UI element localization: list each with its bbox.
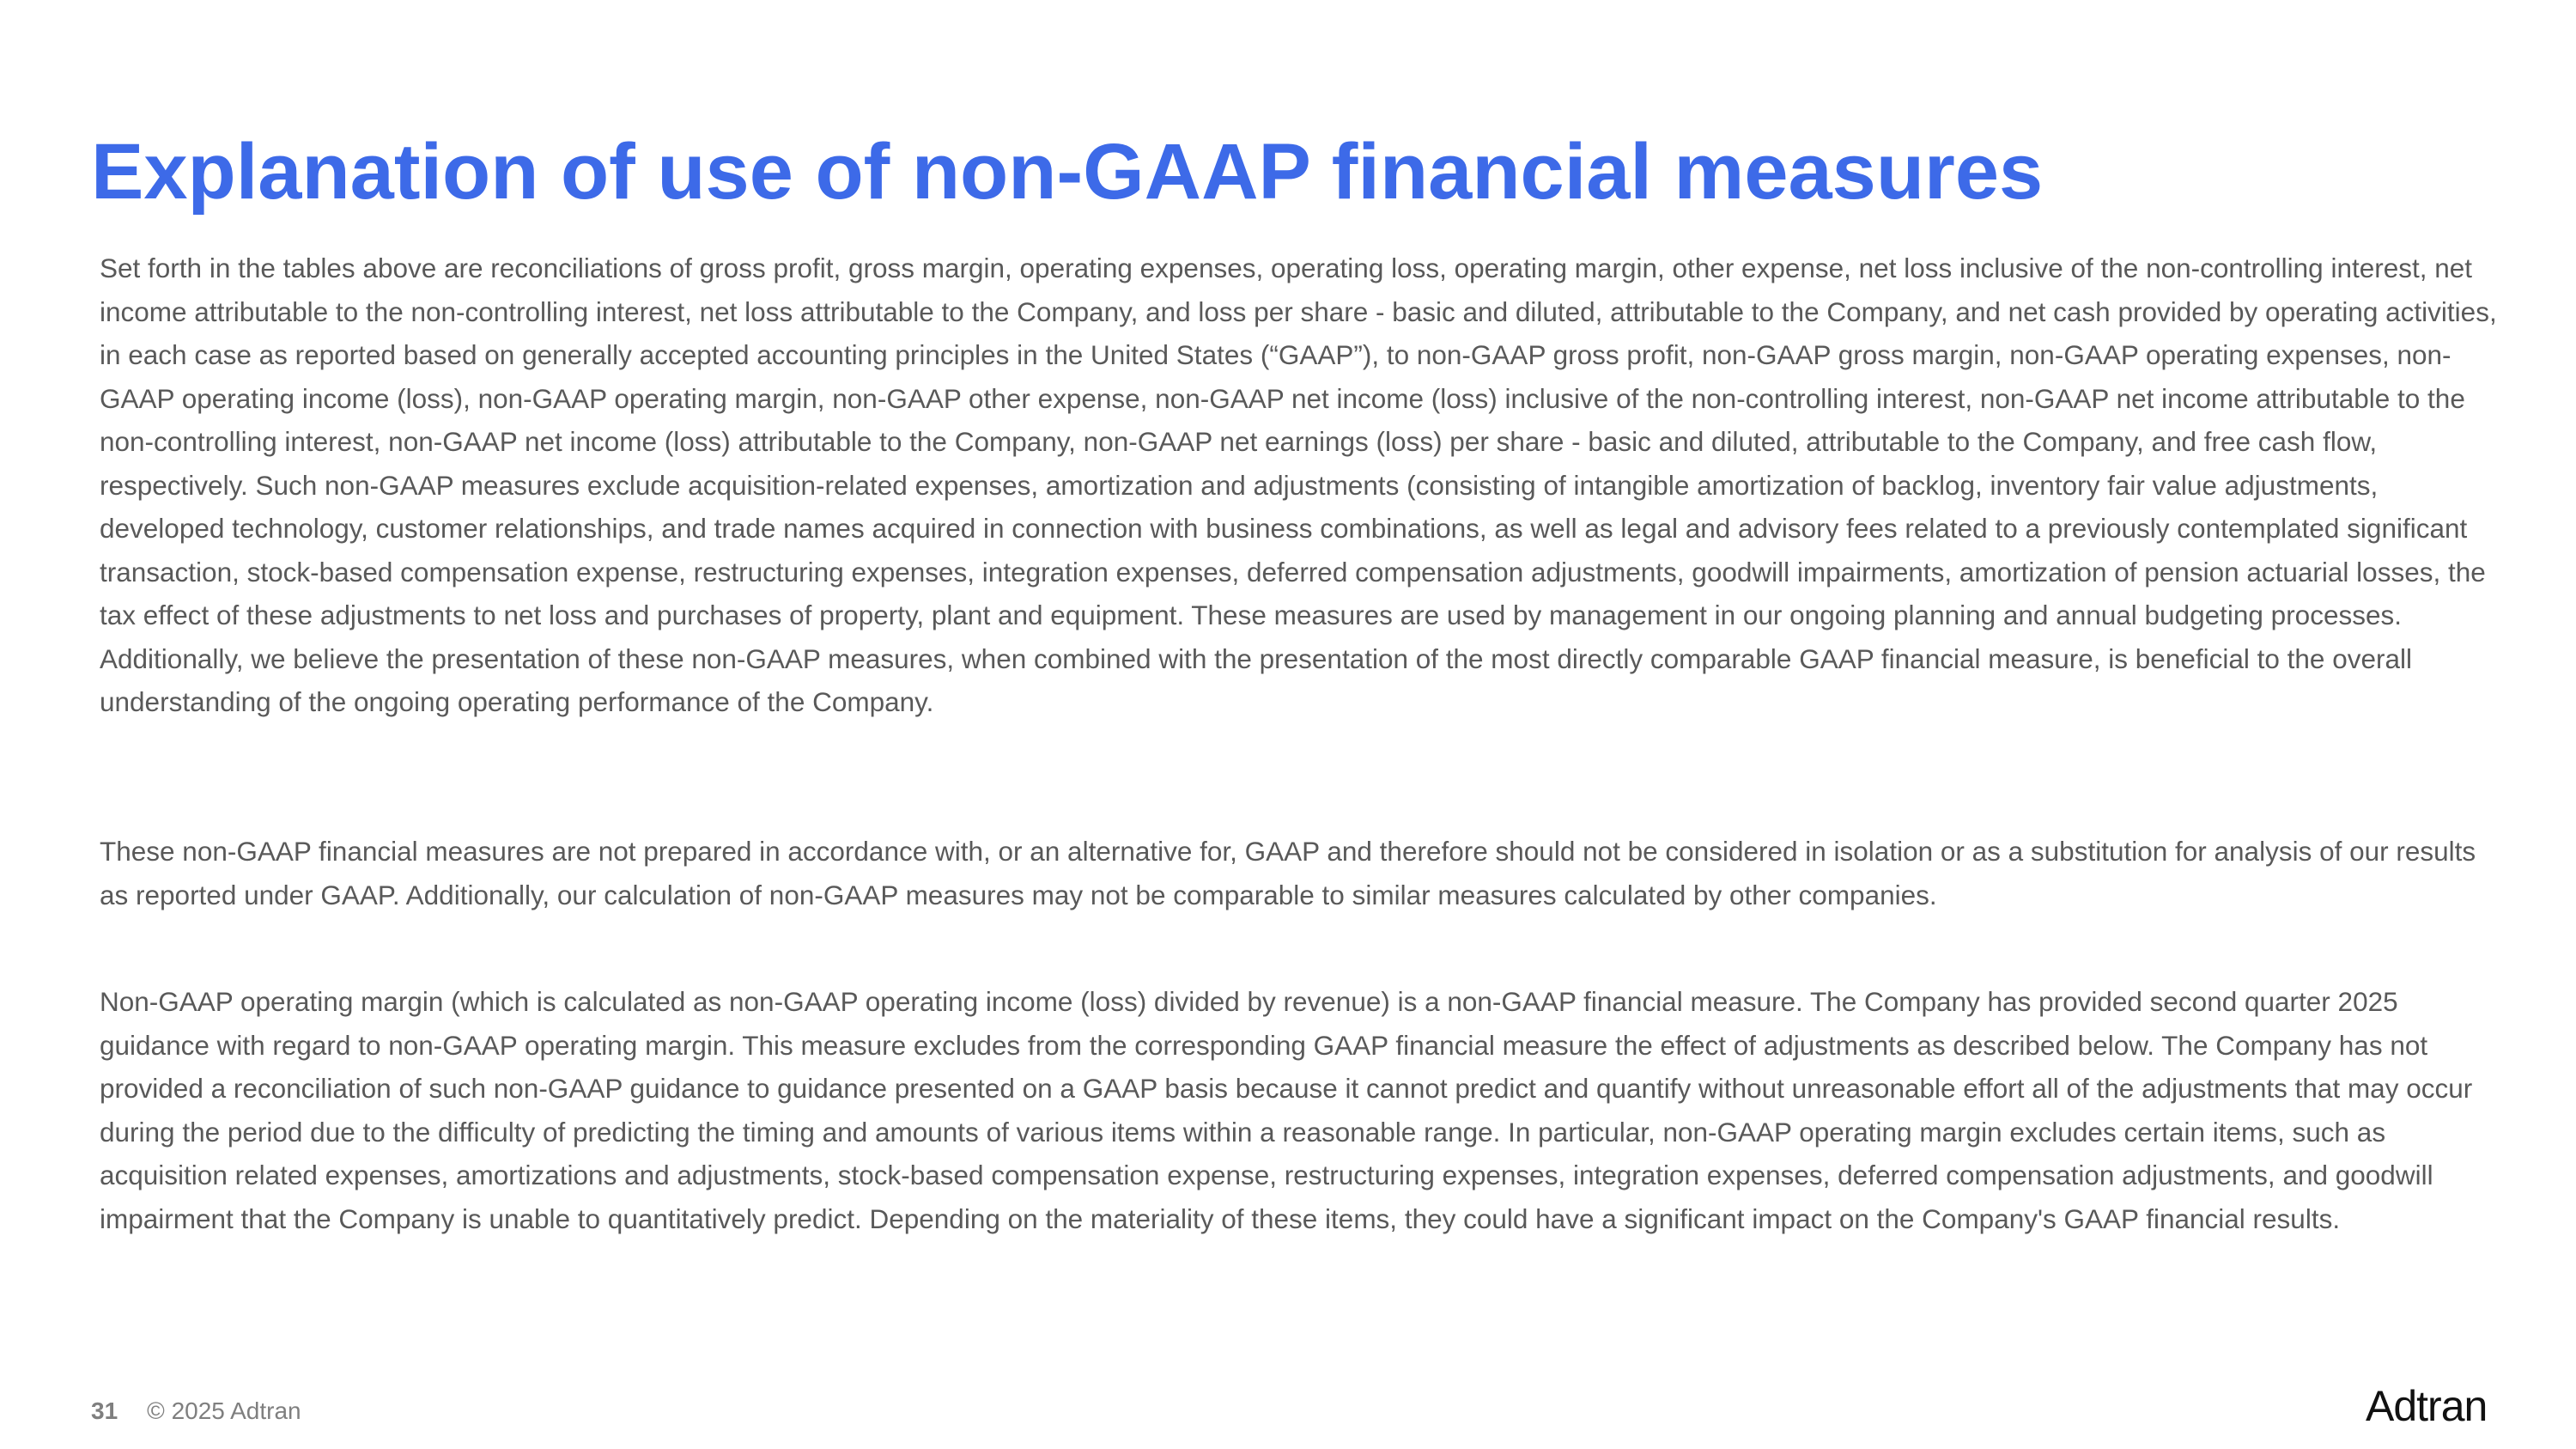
- adtran-logo: Adtran: [2366, 1382, 2488, 1430]
- paragraph-guidance: Non-GAAP operating margin (which is calculated as non-GAAP operating income (loss) divided by revenue) is a non-GAAP financial measure. The Company has provided second quarter 2025 guidance with regard to non-GAAP operating margin. This measure excludes from the corresponding GAAP financial measure the effect of adjustments as described below. The Company has not provided a reconciliation of such non-GAAP guidance to guidance presented on a GAAP basis because it cannot predict and quantify without unreasonable effort all of the adjustments that may occur during the period due to the difficulty of predicting the timing and amounts of various items within a reasonable range. In particular, non-GAAP operating margin excludes certain items, such as acquisition related expenses, amortizations and adjustments, stock-based compensation expense, restructuring expenses, integration expenses, deferred compensation adjustments, and goodwill impairment that the Company is unable to quantitatively predict. Depending on the materiality of these items, they could have a significant impact on the Company's GAAP financial results.: [100, 986, 2473, 1234]
- footer: [91, 1397, 301, 1425]
- slide-title: Explanation of use of non-GAAP financial measures: [91, 128, 2044, 216]
- paragraph-reconciliations: Set forth in the tables above are reconciliations of gross profit, gross margin, operating expenses, operating loss, operating margin, other expense, net loss inclusive of the non-controlling interest, net income attributable to the non-controlling interest, net loss attributable to the Company, and loss per share - basic and diluted, attributable to the Company, and net cash provided by operating activities, in each case as reported based on generally accepted accounting principles in the United States (“GAAP”), to non-GAAP gross profit, non-GAAP gross margin, non-GAAP operating expenses, non-GAAP operating income (loss), non-GAAP operating margin, non-GAAP other expense, non-GAAP net income (loss) inclusive of the non-controlling interest, non-GAAP net income attributable to the non-controlling interest, non-GAAP net income (loss) attributable to the Company, non-GAAP net earnings (loss) per share - basic and diluted, attributable to the Company, and free cash flow, respectively. Such non-GAAP measures exclude acquisition-related expenses, amortization and adjustments (consisting of intangible amortization of backlog, inventory fair value adjustments, developed technology, customer relationships, and trade names acquired in connection with business combinations, as well as legal and advisory fees related to a previously contemplated significant transaction, stock-based compensation expense, restructuring expenses, integration expenses, deferred compensation adjustments, goodwill impairments, amortization of pension actuarial losses, the tax effect of these adjustments to net loss and purchases of property, plant and equipment. These measures are used by management in our ongoing planning and annual budgeting processes. Additionally, we believe the presentation of these non-GAAP measures, when combined with the presentation of the most directly comparable GAAP financial measure, is beneficial to the overall understanding of the ongoing operating performance of the Company.: [100, 253, 2497, 717]
- copyright-text: © 2025 Adtran: [147, 1397, 301, 1424]
- page-number: 31: [91, 1397, 118, 1424]
- paragraph-disclaimer: These non-GAAP financial measures are not prepared in accordance with, or an alternative for, GAAP and therefore should not be considered in isolation or as a substitution for analysis of our results as reported under GAAP. Additionally, our calculation of non-GAAP measures may not be comparable to similar measures calculated by other companies.: [100, 836, 2476, 910]
